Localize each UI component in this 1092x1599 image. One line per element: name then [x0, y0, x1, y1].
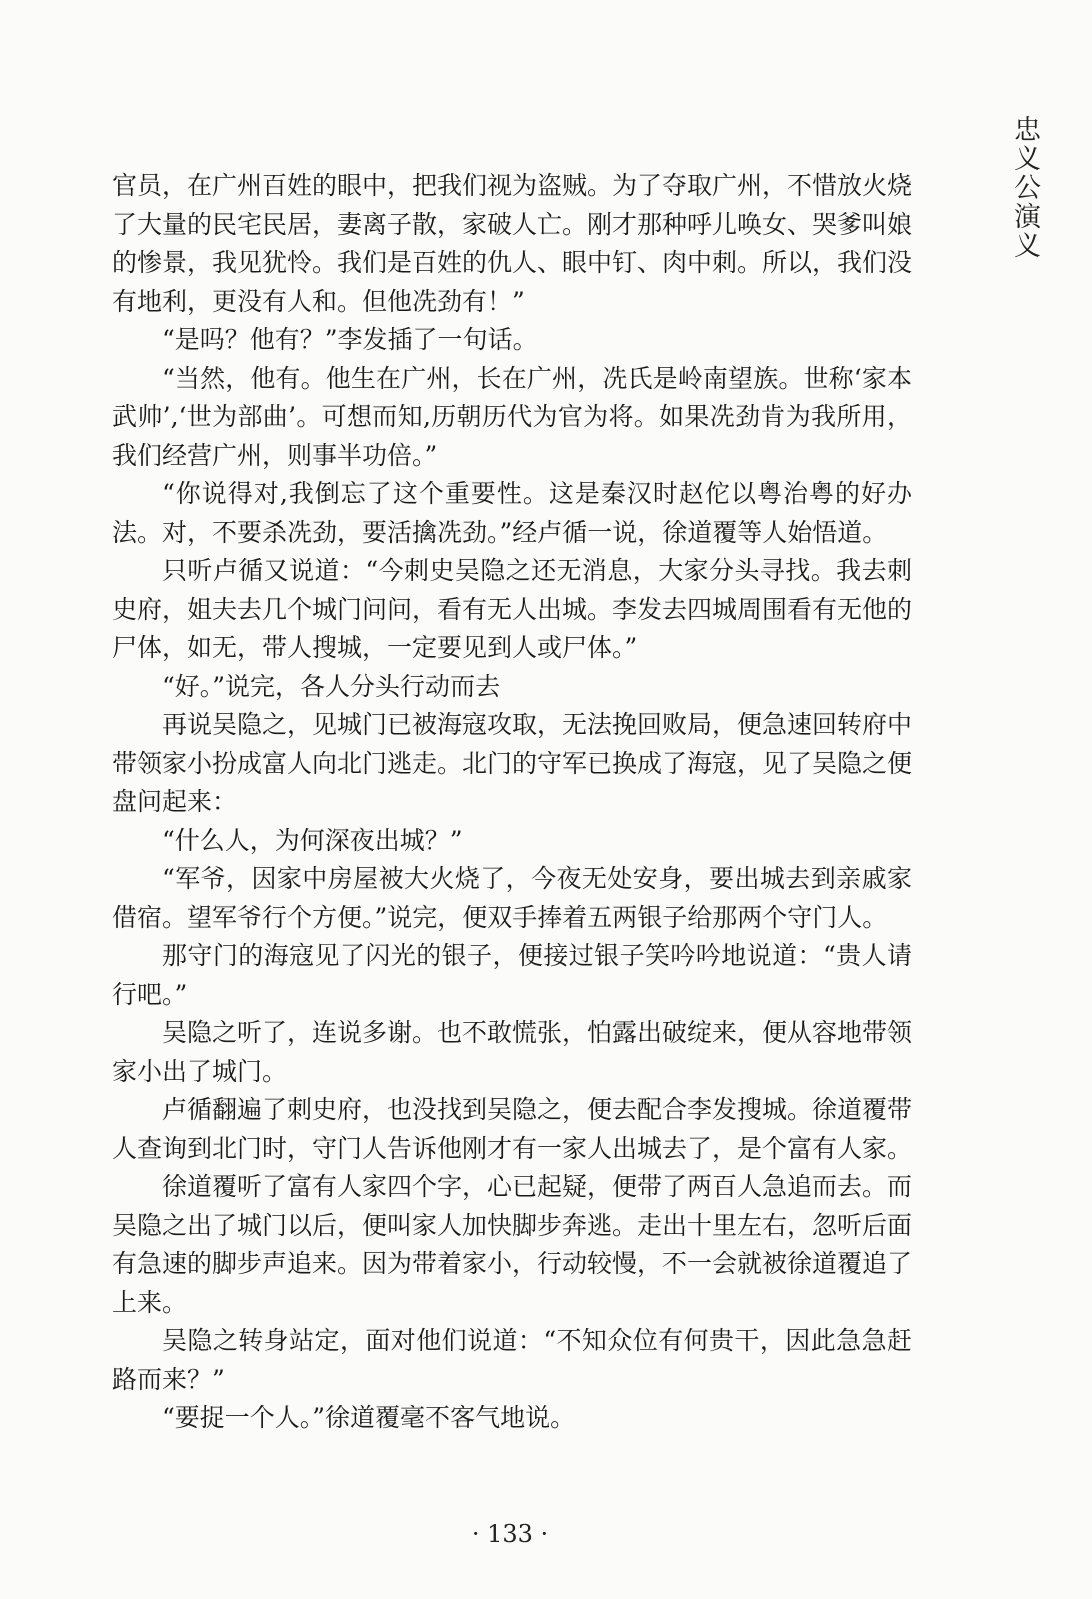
paragraph: 官员，在广州百姓的眼中，把我们视为盗贼。为了夺取广州，不惜放火烧了大量的民宅民居，妻离子散，家破人亡。刚才那种呼儿唤女、哭爹叫娘的惨景，我见犹怜。我们是百姓的仇人、眼中钉、肉中刺。所以，我们没有地利，更没有人和。但他冼劲有！” [112, 171, 913, 316]
paragraph: “什么人，为何深夜出城？” [162, 825, 463, 855]
paragraph: 徐道覆听了富有人家四个字，心已起疑，便带了两百人急追而去。而吴隐之出了城门以后，便叫家人加快脚步奔逃。走出十里左右，忽听后面有急速的脚步声追来。因为带着家小，行动较慢，不一会就被徐道覆追了上来。 [112, 1172, 913, 1317]
paragraph: 吴隐之听了，连说多谢。也不敢慌张，怕露出破绽来，便从容地带领家小出了城门。 [112, 1018, 913, 1086]
paragraph: 吴隐之转身站定，面对他们说道：“不知众位有何贵干，因此急急赶路而来？” [112, 1326, 912, 1394]
paragraph: 卢循翻遍了刺史府，也没找到吴隐之，便去配合李发搜城。徐道覆带人查询到北门时，守门人告诉他刚才有一家人出城去了，是个富有人家。 [112, 1095, 913, 1163]
paragraph: “是吗？他有？”李发插了一句话。 [162, 325, 538, 354]
paragraph: “当然，他有。他生在广州，长在广州，冼氏是岭南望族。世称‘家本武帅’,‘世为部曲’。可想而知,历朝历代为官为将。如果冼劲肯为我所用，我们经营广州，则事半功倍。” [112, 363, 912, 470]
running-title: 忠义公演义 [1009, 115, 1040, 260]
paragraph: “军爷，因家中房屋被大火烧了，今夜无处安身，要出城去到亲戚家借宿。望军爷行个方便。”说完，便双手捧着五两银子给那两个守门人。 [112, 864, 912, 932]
page-number: · 133 · [471, 1520, 549, 1548]
paragraph: “好。”说完，各人分头行动而去 [162, 671, 501, 701]
paragraph: “你说得对,我倒忘了这个重要性。这是秦汉时赵佗以粤治粤的好办法。对，不要杀冼劲，要活擒冼劲。”经卢循一说，徐道覆等人始悟道。 [112, 479, 912, 547]
paragraph: 再说吴隐之，见城门已被海寇攻取，无法挽回败局，便急速回转府中带领家小扮成富人向北门逃走。北门的守军已换成了海寇，见了吴隐之便盘问起来： [112, 710, 913, 816]
paragraph: 只听卢循又说道：“今刺史吴隐之还无消息，大家分头寻找。我去刺史府，姐夫去几个城门问问，看有无人出城。李发去四城周围看有无他的尸体，如无，带人搜城，一定要见到人或尸体。” [112, 556, 913, 662]
paragraph: “要捉一个人。”徐道覆毫不客气地说。 [162, 1403, 576, 1432]
body-text [112, 167, 912, 1438]
paragraph: 那守门的海寇见了闪光的银子，便接过银子笑吟吟地说道：“贵人请行吧。” [112, 941, 912, 1009]
